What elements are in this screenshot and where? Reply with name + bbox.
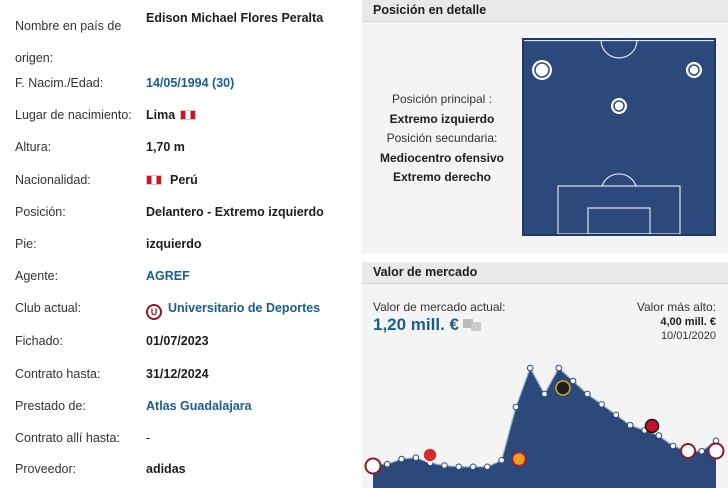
secondary-position-marker-right <box>686 62 702 78</box>
chart-point[interactable] <box>670 443 676 449</box>
chart-point[interactable] <box>456 464 462 470</box>
highest-value-label: Valor más alto: <box>636 300 716 314</box>
market-value-chart[interactable] <box>362 342 728 488</box>
chart-point[interactable] <box>413 455 419 461</box>
nationality-text: Perú <box>170 173 198 187</box>
value-height: 1,70 m <box>146 140 185 154</box>
link-birthdate[interactable]: 14/05/1994 (30) <box>146 76 235 90</box>
link-loaned-from[interactable]: Atlas Guadalajara <box>146 399 252 413</box>
label-height: Altura: <box>15 140 52 154</box>
value-birthplace <box>146 107 196 123</box>
link-agent[interactable]: AGREF <box>146 269 190 283</box>
position-panel-title: Posición en detalle <box>362 0 728 22</box>
secondary-position-label: Posición secundaria: <box>386 131 498 145</box>
secondary-position-marker-center <box>611 98 627 114</box>
club-icon-5 <box>646 420 659 433</box>
chart-point[interactable] <box>470 464 476 470</box>
club-icon-4 <box>556 381 570 395</box>
label-supplier: Proveedor: <box>15 462 77 476</box>
label-joined: Fichado: <box>15 334 63 348</box>
value-contract-there: - <box>146 431 151 445</box>
universitario-crest-icon: U <box>146 304 162 320</box>
universitario-icon <box>709 444 724 459</box>
label-nationality: Nacionalidad: <box>15 173 91 187</box>
current-value <box>373 315 483 335</box>
chart-point[interactable] <box>499 458 505 464</box>
highest-value-date: 10/01/2020 <box>660 330 716 342</box>
club-icon-3 <box>513 453 526 466</box>
chart-point[interactable] <box>442 463 448 469</box>
birthplace-text: Lima <box>146 108 176 122</box>
peru-flag-icon <box>146 175 162 185</box>
peru-flag-icon <box>180 110 196 120</box>
main-position-marker <box>532 60 552 80</box>
value-native-name: Edison Michael Flores Peralta <box>146 11 324 25</box>
chart-point[interactable] <box>570 378 576 384</box>
chart-point[interactable] <box>585 391 591 397</box>
secondary-position-1: Mediocentro ofensivo <box>379 150 504 165</box>
current-value-label: Valor de mercado actual: <box>373 300 506 314</box>
market-value-panel <box>362 262 728 488</box>
chart-point[interactable] <box>556 365 562 371</box>
link-current-club[interactable] <box>146 300 320 320</box>
club-icon-2 <box>423 448 437 462</box>
value-supplier: adidas <box>146 462 186 476</box>
chart-point[interactable] <box>513 404 519 410</box>
market-value-title: Valor de mercado <box>362 262 728 284</box>
chart-point[interactable] <box>699 448 705 454</box>
compare-icon[interactable] <box>463 319 483 331</box>
pitch-svg <box>524 40 714 234</box>
pitch-diagram <box>522 38 716 236</box>
value-position: Delantero - Extremo izquierdo <box>146 205 324 219</box>
player-info-table <box>0 0 352 488</box>
chart-point[interactable] <box>627 422 633 428</box>
label-current-club: Club actual: <box>15 301 82 315</box>
secondary-position-2: Extremo derecho <box>392 170 492 184</box>
label-contract-until: Contrato hasta: <box>15 367 101 381</box>
position-detail-panel <box>362 0 728 254</box>
position-text <box>362 90 522 188</box>
value-nationality <box>146 172 198 188</box>
label-agent: Agente: <box>15 269 59 283</box>
chart-point[interactable] <box>599 402 605 408</box>
label-birthplace: Lugar de nacimiento: <box>15 108 132 122</box>
main-position-label: Posición principal : <box>391 92 493 106</box>
label-loaned-from: Prestado de: <box>15 399 86 413</box>
chart-area <box>373 368 716 488</box>
value-foot: izquierdo <box>146 237 202 251</box>
value-joined: 01/07/2023 <box>146 334 209 348</box>
main-position-value: Extremo izquierdo <box>389 111 495 126</box>
chart-point[interactable] <box>542 391 548 397</box>
label-native-name: Nombre en país de origen: <box>15 19 122 65</box>
current-value-text: 1,20 mill. € <box>373 315 459 334</box>
label-foot: Pie: <box>15 237 37 251</box>
universitario-icon <box>366 459 381 474</box>
chart-point[interactable] <box>399 456 405 462</box>
chart-point[interactable] <box>656 433 662 439</box>
value-contract-until: 31/12/2024 <box>146 367 209 381</box>
chart-point[interactable] <box>384 461 390 467</box>
universitario-icon <box>681 444 695 458</box>
chart-point[interactable] <box>485 464 491 470</box>
chart-point[interactable] <box>527 365 533 371</box>
label-contract-there: Contrato allí hasta: <box>15 431 120 445</box>
label-birthdate: F. Nacim./Edad: <box>15 76 104 90</box>
label-position: Posición: <box>15 205 66 219</box>
highest-value: 4,00 mill. € <box>660 316 716 328</box>
chart-point[interactable] <box>613 412 619 418</box>
club-name: Universitario de Deportes <box>168 301 321 315</box>
